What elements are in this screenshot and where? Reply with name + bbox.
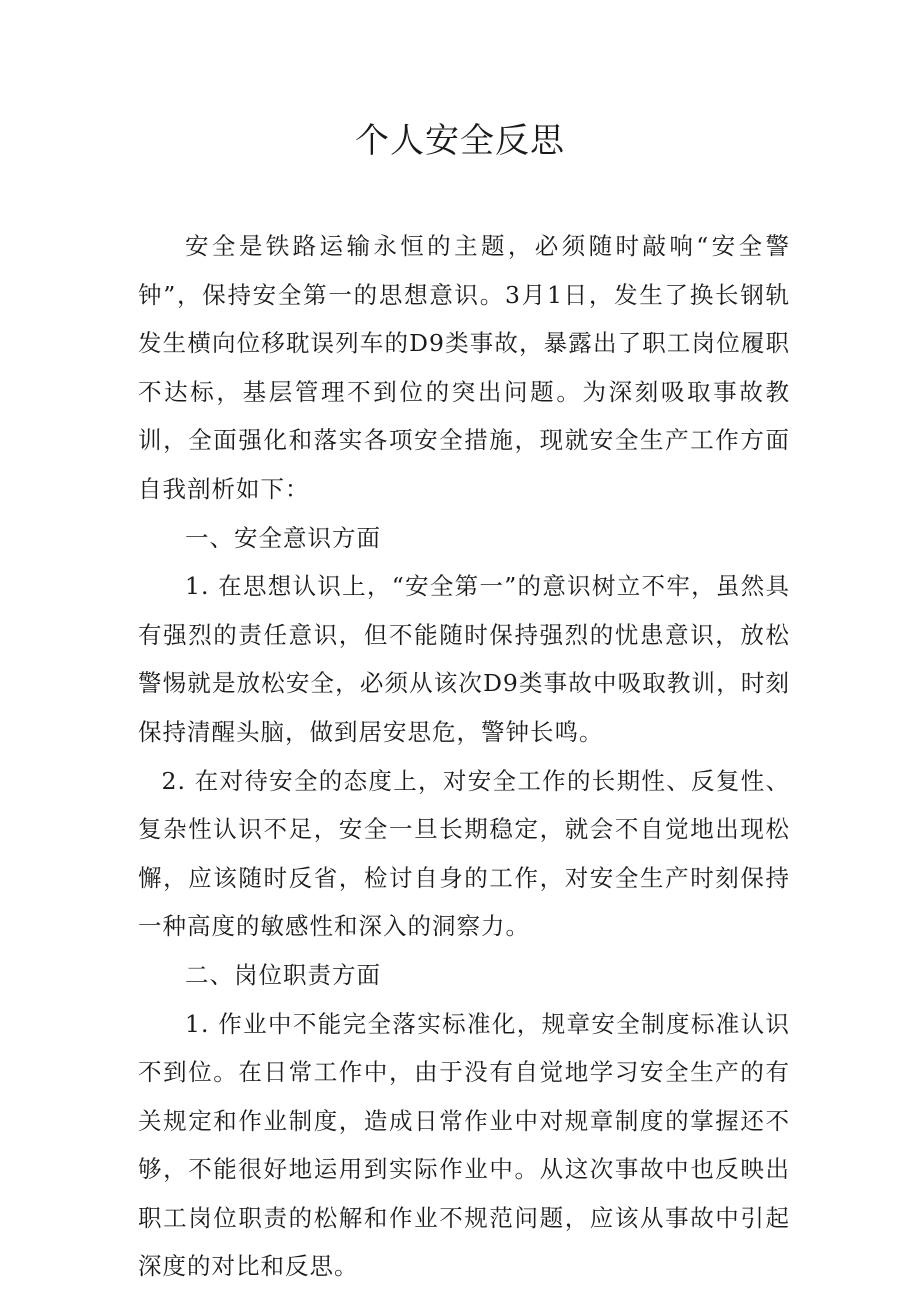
- document-title: 个人安全反思: [355, 121, 565, 161]
- intro-paragraph: 安全是铁路运输永恒的主题，必须随时敲响“安全警钟”，保持安全第一的思想意识。3月1日，发生了换长钢轨发生横向位移耽误列车的D9类事故，暴露出了职工岗位履职不达标，基层管理不到位的突出问题。为深刻吸取事故教训，全面强化和落实各项安全措施，现就安全生产工作方面自我剖析如下：: [138, 232, 790, 503]
- section-heading-safety-awareness: 一、安全意识方面: [185, 523, 381, 552]
- section-heading-job-duties: 二、岗位职责方面: [185, 960, 381, 989]
- safety-awareness-item-2: 2. 在对待安全的态度上，对安全工作的长期性、反复性、复杂性认识不足，安全一旦长期稳定，就会不自觉地出现松懈，应该随时反省，检讨自身的工作，对安全生产时刻保持一种高度的敏感性和深入的洞察力。: [138, 766, 790, 941]
- document-body: [138, 222, 790, 1291]
- job-duties-item-1: 1. 作业中不能完全落实标准化，规章安全制度标准认识不到位。在日常工作中，由于没有自觉地学习安全生产的有关规定和作业制度，造成日常作业中对规章制度的掌握还不够，不能很好地运用到实际作业中。从这次事故中也反映出职工岗位职责的松解和作业不规范问题，应该从事故中引起深度的对比和反思。: [138, 1009, 791, 1281]
- safety-awareness-item-1: 1. 在思想认识上，“安全第一”的意识树立不牢，虽然具有强烈的责任意识，但不能随时保持强烈的忧患意识，放松警惕就是放松安全，必须从该次D9类事故中吸取教训，时刻保持清醒头脑，做到居安思危，警钟长鸣。: [138, 572, 790, 746]
